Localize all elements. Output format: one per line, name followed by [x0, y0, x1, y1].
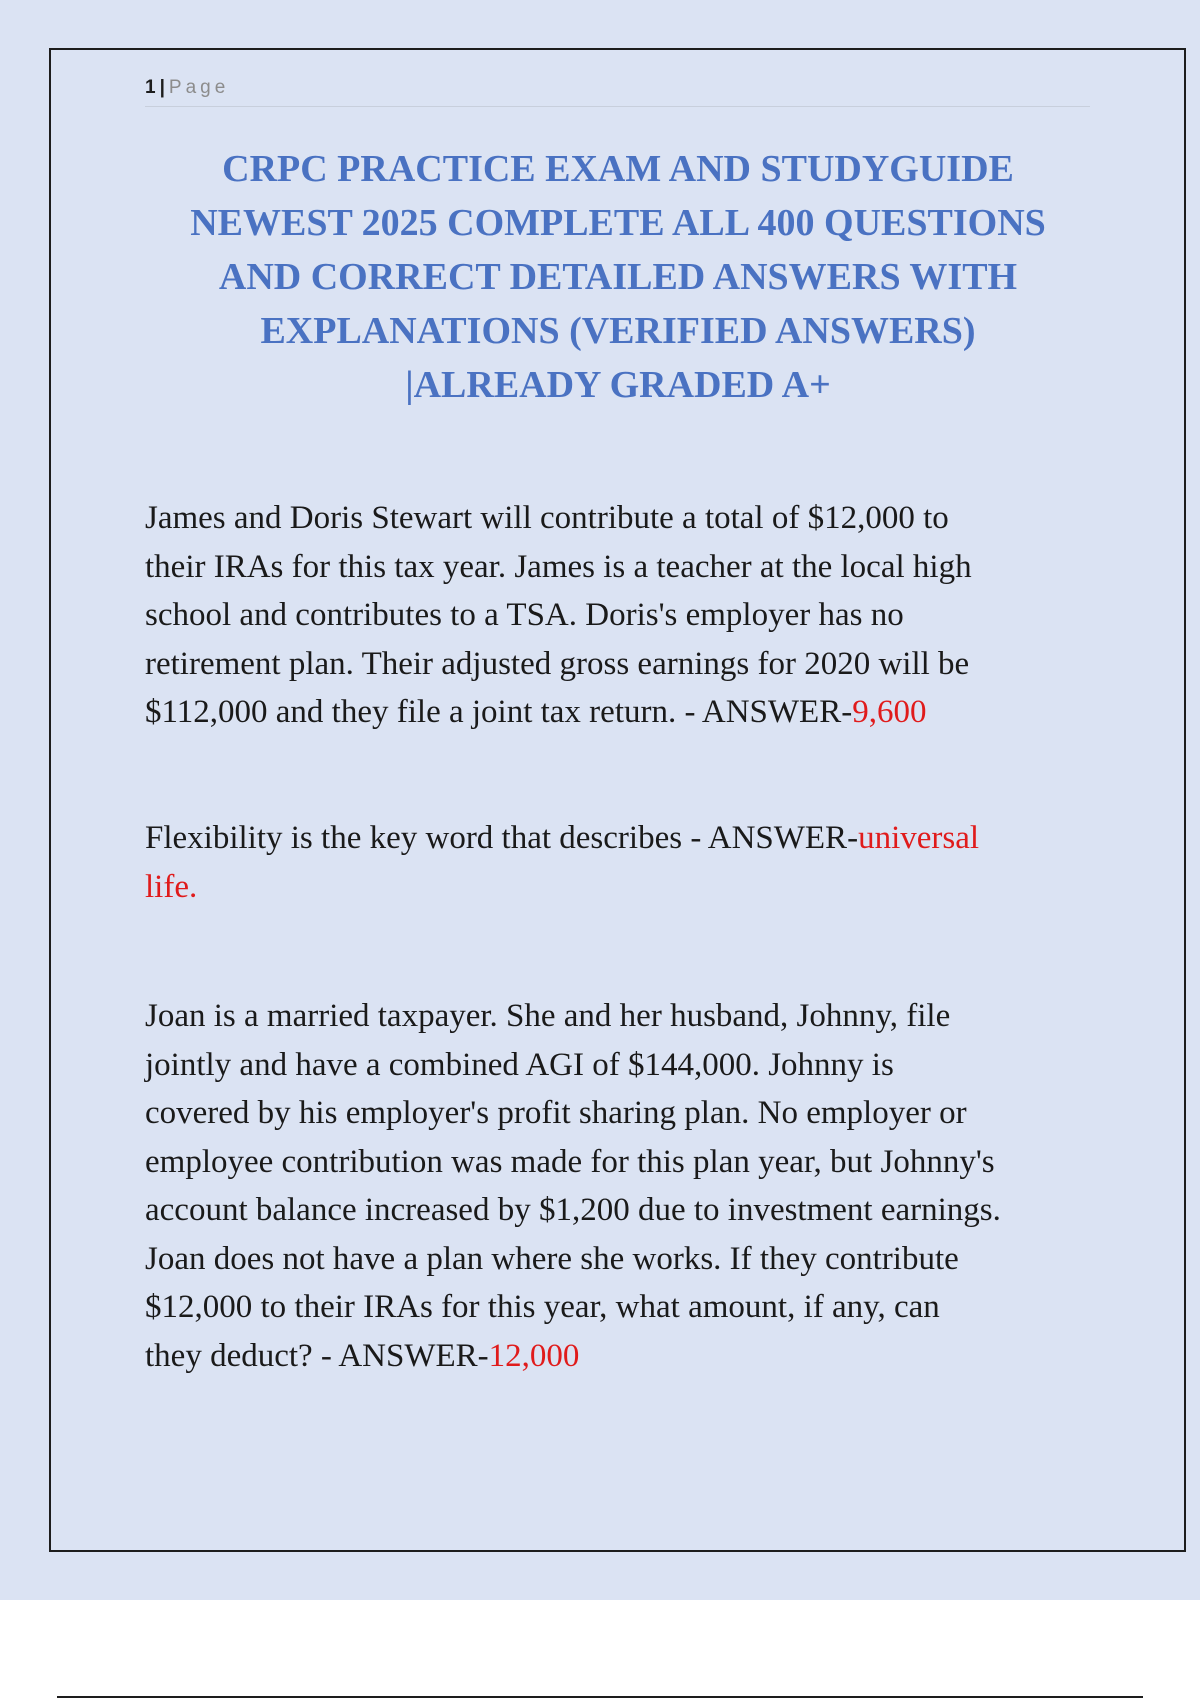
question-line-with-answer [145, 688, 1100, 737]
question-text: they deduct? - ANSWER- [145, 1337, 489, 1374]
question-line: their IRAs for this tax year. James is a teacher at the local high [145, 548, 972, 585]
page-number: 1 [145, 77, 157, 98]
title-line: AND CORRECT DETAILED ANSWERS WITH [218, 256, 1018, 298]
question-line: Joan does not have a plan where she works. If they contribute [145, 1240, 959, 1277]
answer-value: universal [858, 820, 980, 856]
question-line: $12,000 to their IRAs for this year, what amount, if any, can [145, 1289, 940, 1325]
question-text: Flexibility is the key word that describes - ANSWER- [145, 820, 859, 856]
question-line: Joan is a married taxpayer. She and her husband, Johnny, file [145, 998, 951, 1034]
title-line: |ALREADY GRADED A+ [405, 364, 831, 406]
page-label: Page [168, 77, 230, 98]
document-title [120, 142, 1116, 412]
question-line: jointly and have a combined AGI of $144,000. Johnny is [145, 1046, 894, 1083]
question-line-with-answer [145, 1332, 1100, 1381]
question-line-with-answer [145, 814, 1100, 863]
title-line: CRPC PRACTICE EXAM AND STUDYGUIDE [222, 148, 1014, 190]
question-text: $112,000 and they file a joint tax return. - ANSWER- [145, 694, 853, 730]
question-line: covered by his employer's profit sharing plan. No employer or [145, 1095, 967, 1131]
title-line: EXPLANATIONS (VERIFIED ANSWERS) [260, 310, 976, 352]
answer-value: 12,000 [488, 1337, 580, 1374]
question-answer-1 [145, 494, 1100, 737]
question-line: James and Doris Stewart will contribute a total of $12,000 to [145, 500, 949, 536]
title-line: NEWEST 2025 COMPLETE ALL 400 QUESTIONS [190, 202, 1046, 244]
question-line: retirement plan. Their adjusted gross earnings for 2020 will be [145, 645, 970, 682]
question-line: employee contribution was made for this plan year, but Johnny's [145, 1143, 995, 1180]
question-line: account balance increased by $1,200 due to investment earnings. [145, 1192, 1001, 1228]
answer-value-continued: life. [145, 868, 198, 905]
page-header [145, 74, 1090, 107]
answer-value: 9,600 [852, 694, 927, 730]
page-number-separator: | [159, 77, 166, 98]
question-answer-3 [145, 992, 1100, 1380]
bottom-divider [57, 1696, 1143, 1698]
question-answer-2 [145, 814, 1100, 911]
question-line: school and contributes to a TSA. Doris's employer has no [145, 597, 904, 633]
